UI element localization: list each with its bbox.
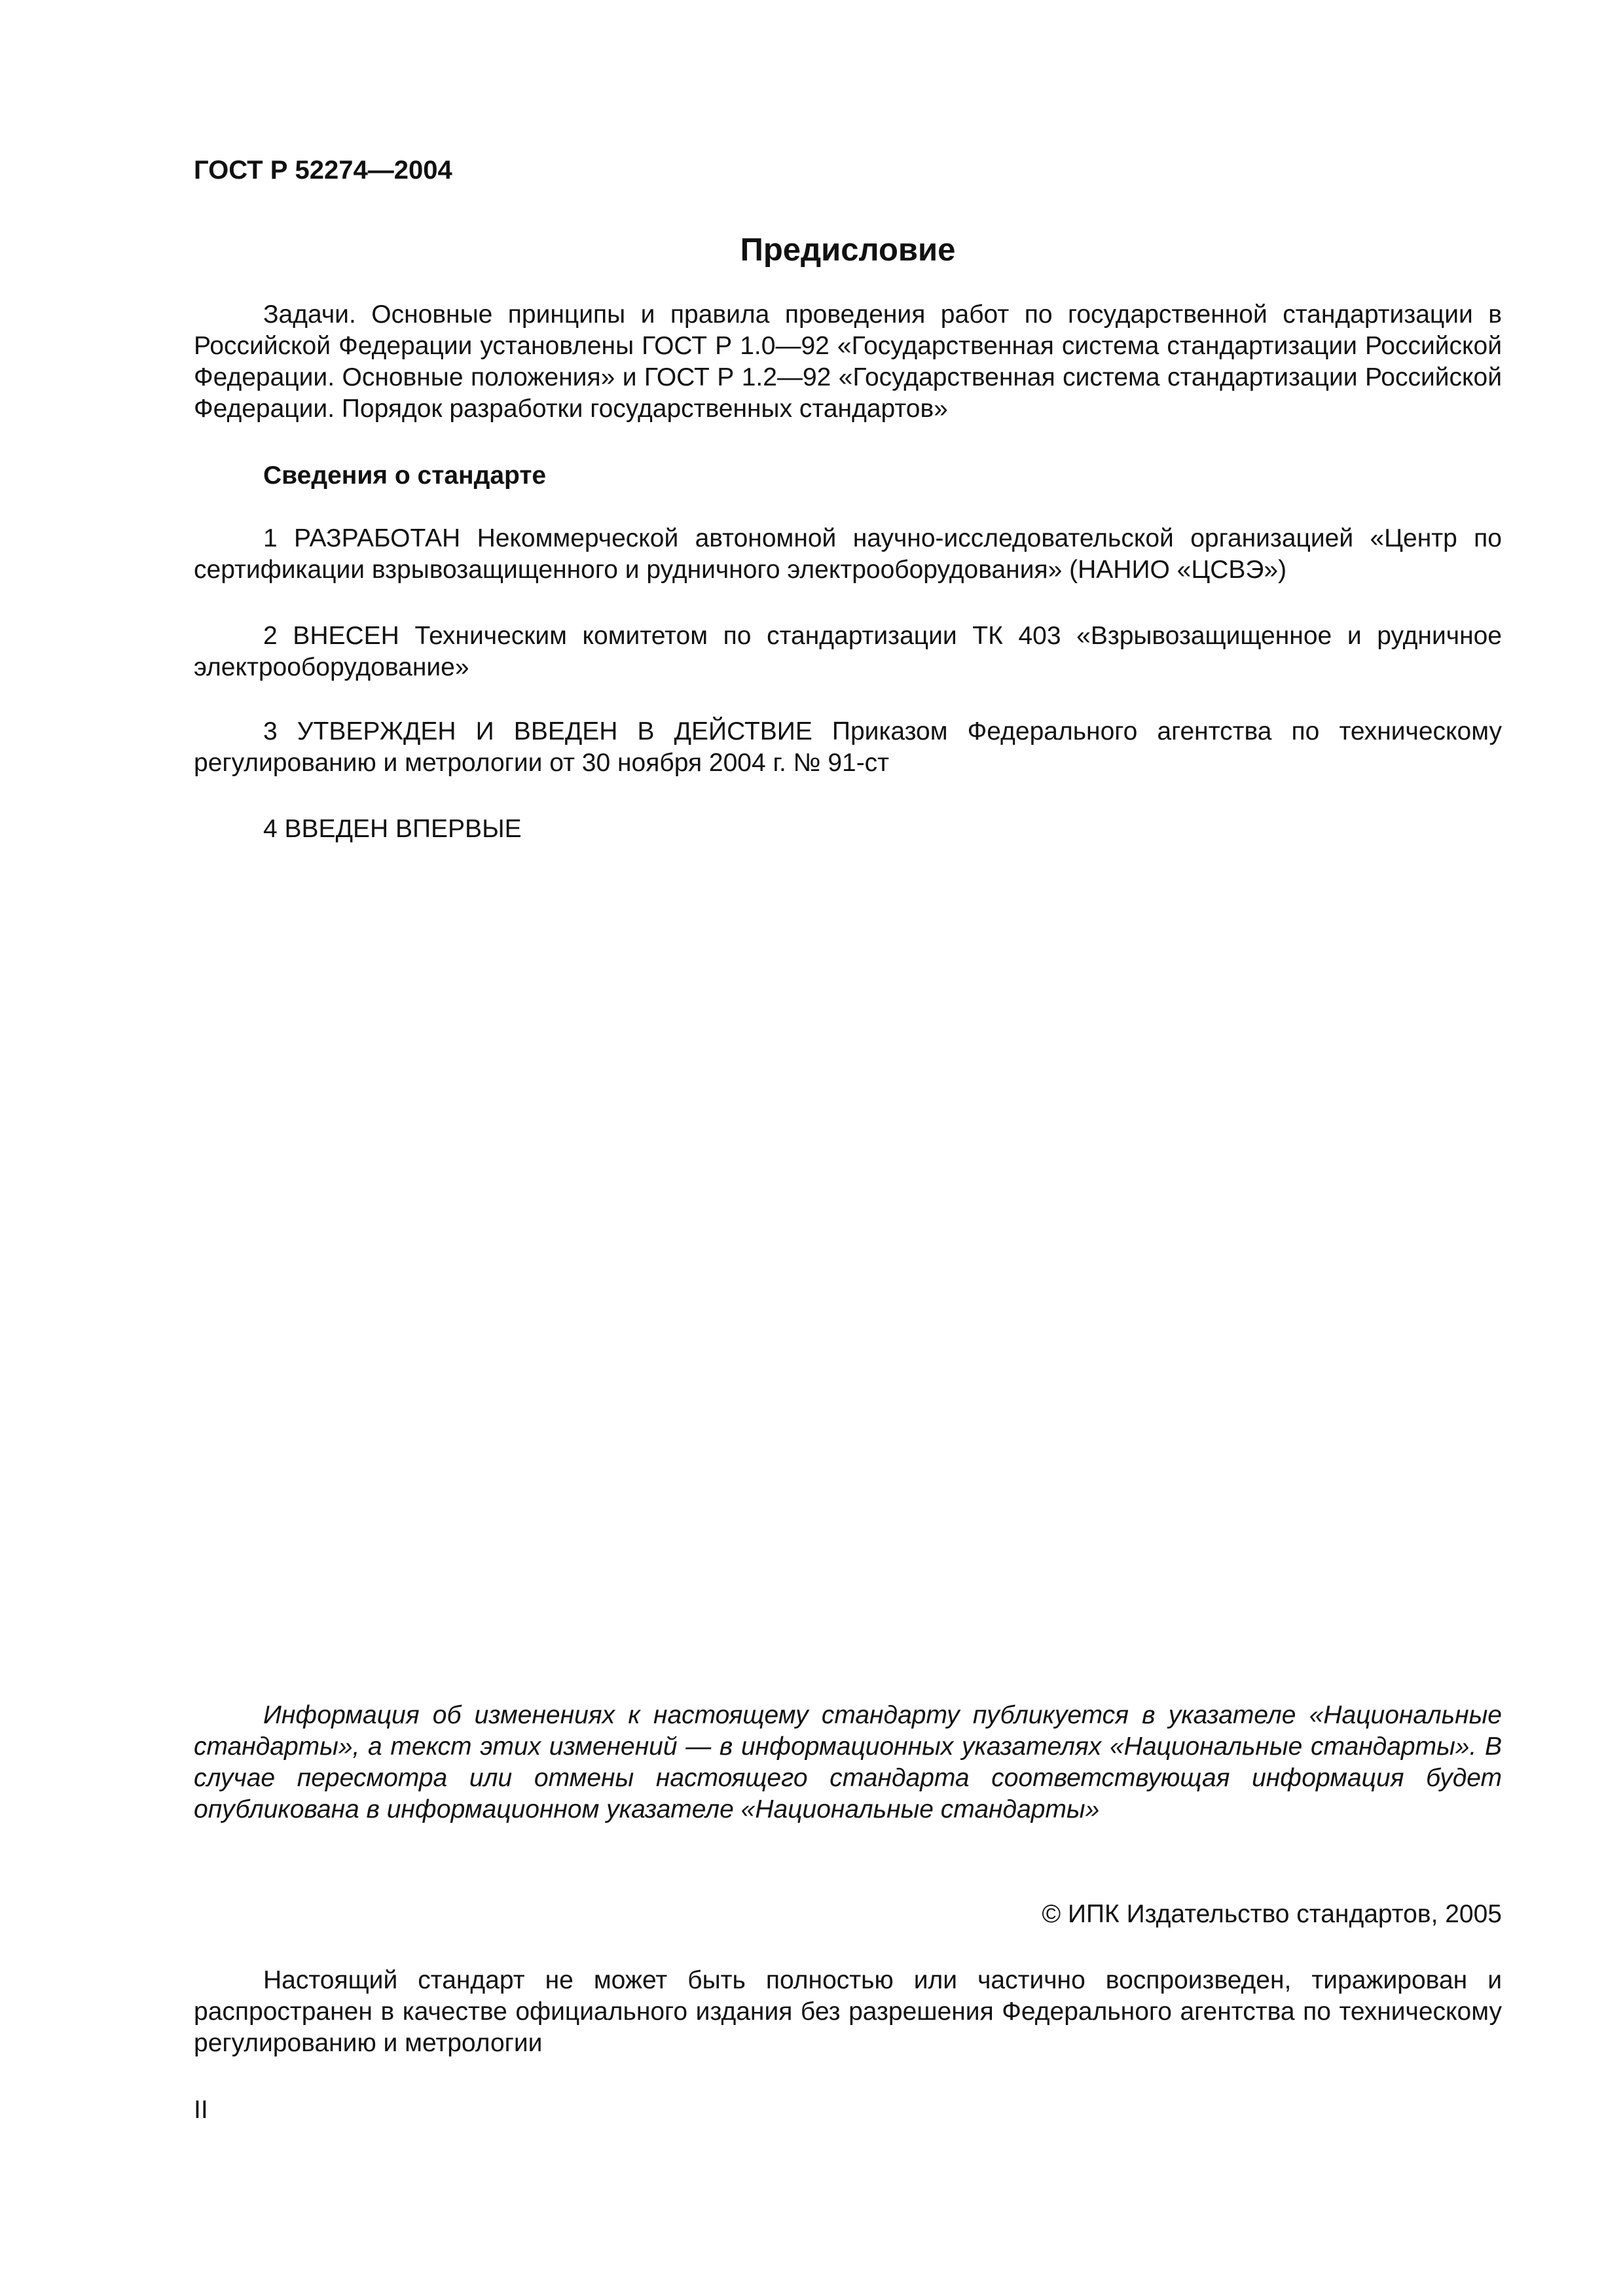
info-item-2: 2 ВНЕСЕН Техническим комитетом по стандартизации ТК 403 «Взрывозащищенное и рудничное электрооборудование» [194,622,1502,681]
info-item-1: 1 РАЗРАБОТАН Некоммерческой автономной научно-исследовательской организацией «Центр по сертификации взрывозащищенного и рудничного электрооборудования» (НАНИО «ЦСВЭ») [194,524,1502,584]
page-title: Предисловие [740,232,956,268]
copyright-line: © ИПК Издательство стандартов, 2005 [1042,1900,1502,1928]
reproduction-notice: Настоящий стандарт не может быть полностью или частично воспроизведен, тиражирован и распространен в качестве официального издания без разрешения Федерального агентства по техническому регулированию и метрологии [194,1966,1502,2057]
info-heading: Сведения о стандарте [263,461,547,490]
info-item-4: 4 ВВЕДЕН ВПЕРВЫЕ [263,815,522,843]
document-code: ГОСТ Р 52274—2004 [194,156,452,185]
info-item-3: 3 УТВЕРЖДЕН И ВВЕДЕН В ДЕЙСТВИЕ Приказом Федерального агентства по техническому регулированию и метрологии от 30 ноября 2004 г. № 91-ст [194,717,1502,777]
changes-info-paragraph: Информация об изменениях к настоящему стандарту публикуется в указателе «Национальные стандарты», а текст этих изменений — в информационных указателях «Национальные стандарты». В случае пересмотра или отмены настоящего стандарта соответствующая информация будет опубликована в информационном указателе «Национальные стандарты» [194,1701,1502,1823]
page-number: II [194,2096,208,2124]
intro-paragraph: Задачи. Основные принципы и правила проведения работ по государственной стандартизации в Российской Федерации установлены ГОСТ Р 1.0—92 «Государственная система стандартизации Российской Федерации. Основные положения» и ГОСТ Р 1.2—92 «Государственная система стандартизации Российской Федерации. Порядок разработки государственных стандартов» [194,300,1502,423]
